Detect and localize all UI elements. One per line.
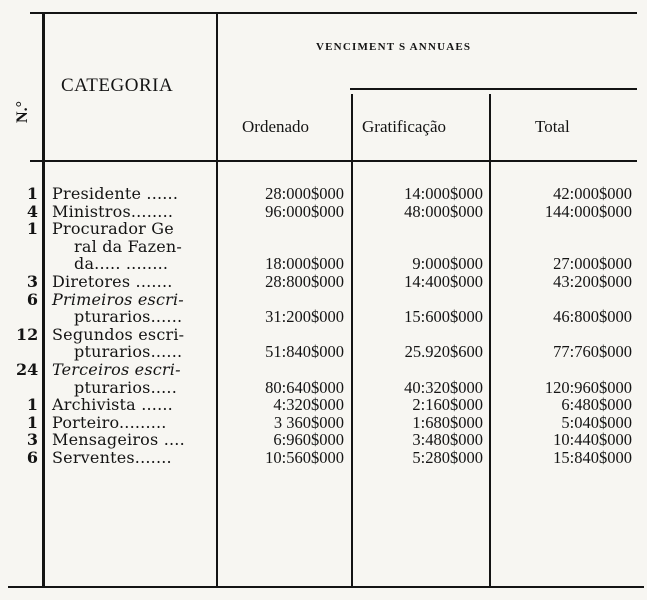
row-category-line: ral da Fazen- bbox=[74, 236, 183, 256]
row-category-line: Ministros........ bbox=[52, 201, 174, 221]
header-bottom-rule bbox=[30, 160, 637, 162]
row-ordenado: 18:000$000 bbox=[265, 254, 344, 274]
total-column-header: Total bbox=[535, 117, 570, 136]
column-rule-category bbox=[216, 12, 218, 588]
row-category-line: Porteiro......... bbox=[52, 412, 167, 432]
row-number: 12 bbox=[16, 324, 39, 344]
column-rule-gratificacao bbox=[489, 94, 491, 588]
row-total: 77:760$000 bbox=[553, 342, 632, 362]
row-total: 5:040$000 bbox=[561, 412, 632, 432]
row-category-line: Serventes....... bbox=[52, 448, 172, 467]
row-total: 6:480$000 bbox=[561, 395, 632, 415]
row-gratificacao: 25.920$600 bbox=[404, 342, 483, 362]
row-gratificacao: 15:600$000 bbox=[404, 307, 483, 327]
row-total: 10:440$000 bbox=[553, 430, 632, 450]
row-category-line: da..... ........ bbox=[74, 254, 169, 274]
row-category-line: Archivista ...... bbox=[52, 395, 173, 415]
number-column-header: N.° bbox=[14, 101, 31, 123]
row-category-line: pturarios...... bbox=[74, 342, 183, 362]
group-underline-rule bbox=[350, 88, 637, 90]
row-ordenado: 10:560$000 bbox=[265, 448, 344, 467]
row-gratificacao: 2:160$000 bbox=[412, 395, 483, 415]
row-gratificacao: 48:000$000 bbox=[404, 201, 483, 221]
row-ordenado: 3 360$000 bbox=[273, 412, 344, 432]
row-number: 1 bbox=[26, 412, 38, 432]
row-category-line: Terceiros escri- bbox=[52, 360, 181, 379]
row-category-line: Diretores ....... bbox=[52, 272, 173, 291]
row-category-line: Mensageiros .... bbox=[52, 430, 185, 450]
row-category-line: Procurador Ge bbox=[52, 219, 174, 239]
top-rule bbox=[30, 12, 637, 14]
row-number: 3 bbox=[26, 430, 38, 450]
row-category-line: pturarios...... bbox=[74, 307, 183, 327]
column-rule-ordenado bbox=[351, 94, 353, 588]
row-total: 15:840$000 bbox=[553, 448, 632, 467]
row-total: 144:000$000 bbox=[544, 201, 632, 221]
row-gratificacao: 40:320$000 bbox=[404, 377, 483, 397]
row-total: 46:800$000 bbox=[553, 307, 632, 327]
row-ordenado: 4:320$000 bbox=[273, 395, 344, 415]
row-total: 43:200$000 bbox=[553, 272, 632, 291]
row-total: 120:960$000 bbox=[544, 377, 632, 397]
row-ordenado: 80:640$000 bbox=[265, 377, 344, 397]
row-ordenado: 28:800$000 bbox=[265, 272, 344, 291]
row-ordenado: 96:000$000 bbox=[265, 201, 344, 221]
row-number: 1 bbox=[26, 184, 38, 203]
column-rule-number bbox=[42, 12, 45, 588]
row-ordenado: 51:840$000 bbox=[265, 342, 344, 362]
row-gratificacao: 3:480$000 bbox=[412, 430, 483, 450]
row-number: 3 bbox=[26, 272, 38, 291]
row-number: 1 bbox=[26, 395, 38, 415]
category-column-header: CATEGORIA bbox=[61, 75, 174, 96]
row-gratificacao: 14:400$000 bbox=[404, 272, 483, 291]
bottom-rule bbox=[8, 586, 644, 588]
row-number: 1 bbox=[26, 219, 38, 239]
row-number: 6 bbox=[26, 448, 38, 467]
row-total: 42:000$000 bbox=[553, 184, 632, 203]
vencimentos-group-header: VENCIMENT S ANNUAES bbox=[316, 41, 472, 53]
row-category-line: Presidente ...... bbox=[52, 184, 179, 203]
row-number: 4 bbox=[26, 201, 38, 221]
row-ordenado: 28:000$000 bbox=[265, 184, 344, 203]
row-category-line: Segundos escri- bbox=[52, 324, 185, 344]
gratificacao-column-header: Gratificação bbox=[362, 117, 446, 136]
ordenado-column-header: Ordenado bbox=[242, 117, 310, 136]
row-gratificacao: 5:280$000 bbox=[412, 448, 483, 467]
row-category-line: pturarios..... bbox=[74, 377, 178, 397]
row-gratificacao: 9:000$000 bbox=[412, 254, 483, 274]
row-total: 27:000$000 bbox=[553, 254, 632, 274]
row-gratificacao: 14:000$000 bbox=[404, 184, 483, 203]
row-number: 6 bbox=[26, 289, 38, 309]
row-ordenado: 31:200$000 bbox=[265, 307, 344, 327]
row-gratificacao: 1:680$000 bbox=[412, 412, 483, 432]
row-ordenado: 6:960$000 bbox=[273, 430, 344, 450]
row-number: 24 bbox=[16, 360, 39, 379]
row-category-line: Primeiros escri- bbox=[52, 289, 184, 309]
